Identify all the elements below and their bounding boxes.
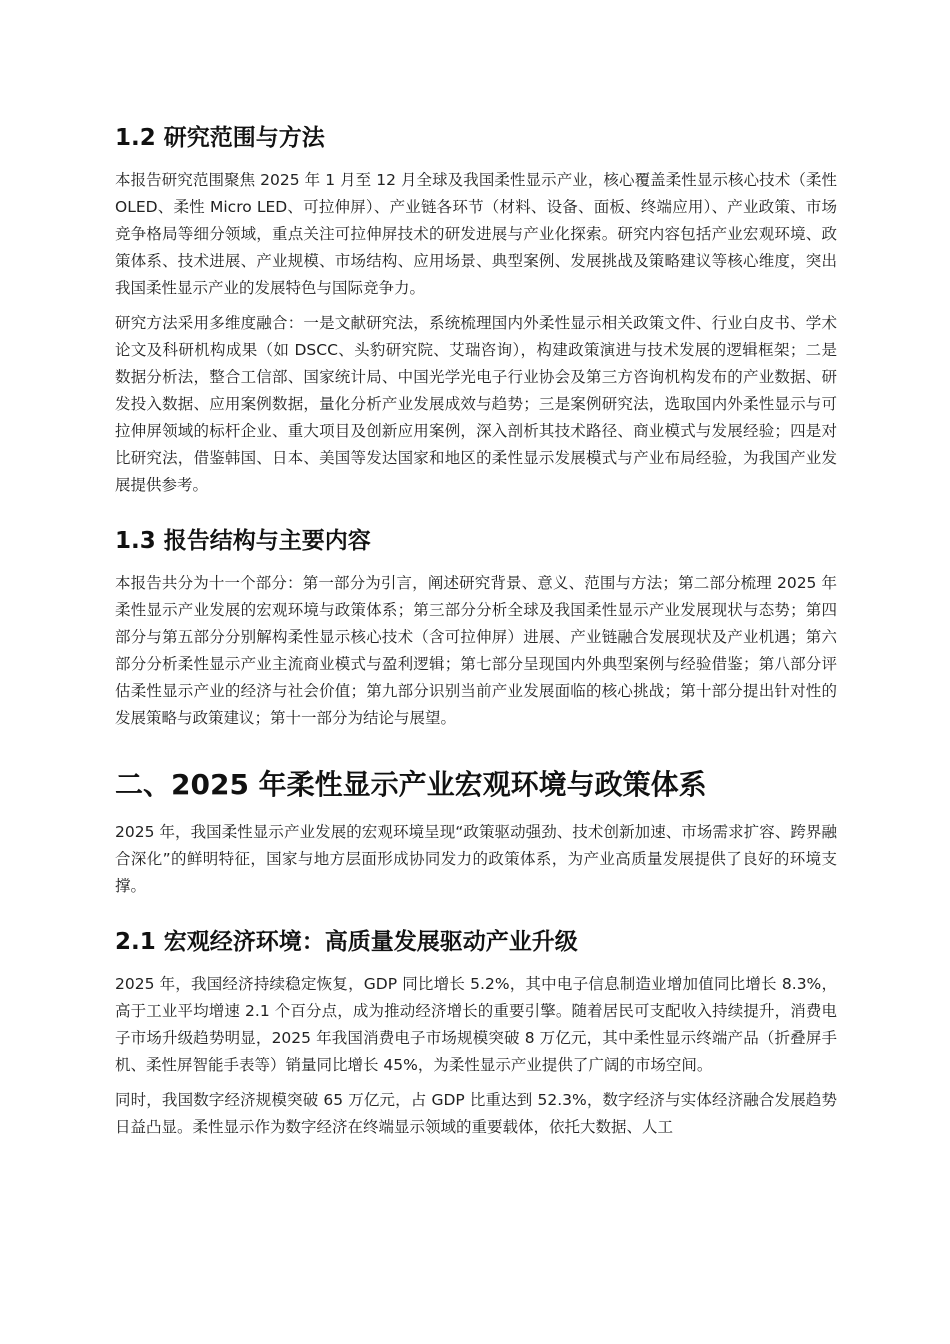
section-2-1-heading: 2.1 宏观经济环境：高质量发展驱动产业升级: [115, 929, 578, 955]
section-1-2-heading: 1.2 研究范围与方法: [115, 125, 325, 151]
document-page: [115, 112, 837, 1141]
chapter-2-intro-paragraph: 2025 年，我国柔性显示产业发展的宏观环境呈现“政策驱动强劲、技术创新加速、市场需求扩容、跨界融合深化”的鲜明特征，国家与地方层面形成协同发力的政策体系，为产业高质量发展提供了良好的环境支撑。: [115, 823, 837, 895]
section-1-3-heading: 1.3 报告结构与主要内容: [115, 528, 371, 554]
section-1-3-paragraph-1: 本报告共分为十一个部分：第一部分为引言，阐述研究背景、意义、范围与方法；第二部分梳理 2025 年柔性显示产业发展的宏观环境与政策体系；第三部分分析全球及我国柔性显示产业发展现状与态势；第四部分与第五部分分别解构柔性显示核心技术（含可拉伸屏）进展、产业链融合发展现状及产业机遇；第六部分分析柔性显示产业主流商业模式与盈利逻辑；第七部分呈现国内外典型案例与经验借鉴；第八部分评估柔性显示产业的经济与社会价值；第九部分识别当前产业发展面临的核心挑战；第十部分提出针对性的发展策略与政策建议；第十一部分为结论与展望。: [115, 574, 837, 727]
section-2-1-paragraph-2: 同时，我国数字经济规模突破 65 万亿元，占 GDP 比重达到 52.3%，数字经济与实体经济融合发展趋势日益凸显。柔性显示作为数字经济在终端显示领域的重要载体，依托大数据、人工: [115, 1091, 837, 1136]
section-1-2-paragraph-1: 本报告研究范围聚焦 2025 年 1 月至 12 月全球及我国柔性显示产业，核心覆盖柔性显示核心技术（柔性 OLED、柔性 Micro LED、可拉伸屏）、产业链各环节（材料、设备、面板、终端应用）、产业政策、市场竞争格局等细分领域，重点关注可拉伸屏技术的研发进展与产业化探索。研究内容包括产业宏观环境、政策体系、技术进展、产业规模、市场结构、应用场景、典型案例、发展挑战及策略建议等核心维度，突出我国柔性显示产业的发展特色与国际竞争力。: [115, 171, 837, 297]
chapter-2-heading: 二、2025 年柔性显示产业宏观环境与政策体系: [115, 768, 707, 801]
section-1-2-paragraph-2: 研究方法采用多维度融合：一是文献研究法，系统梳理国内外柔性显示相关政策文件、行业白皮书、学术论文及科研机构成果（如 DSCC、头豹研究院、艾瑞咨询），构建政策演进与技术发展的逻辑框架；二是数据分析法，整合工信部、国家统计局、中国光学光电子行业协会及第三方咨询机构发布的产业数据、研发投入数据、应用案例数据，量化分析产业发展成效与趋势；三是案例研究法，选取国内外柔性显示与可拉伸屏领域的标杆企业、重大项目及创新应用案例，深入剖析其技术路径、商业模式与发展经验；四是对比研究法，借鉴韩国、日本、美国等发达国家和地区的柔性显示发展模式与产业布局经验，为我国产业发展提供参考。: [115, 314, 837, 494]
section-2-1-paragraph-1: 2025 年，我国经济持续稳定恢复，GDP 同比增长 5.2%，其中电子信息制造业增加值同比增长 8.3%，高于工业平均增速 2.1 个百分点，成为推动经济增长的重要引擎。随着居民可支配收入持续提升，消费电子市场升级趋势明显，2025 年我国消费电子市场规模突破 8 万亿元，其中柔性显示终端产品（折叠屏手机、柔性屏智能手表等）销量同比增长 45%，为柔性显示产业提供了广阔的市场空间。: [115, 975, 837, 1074]
